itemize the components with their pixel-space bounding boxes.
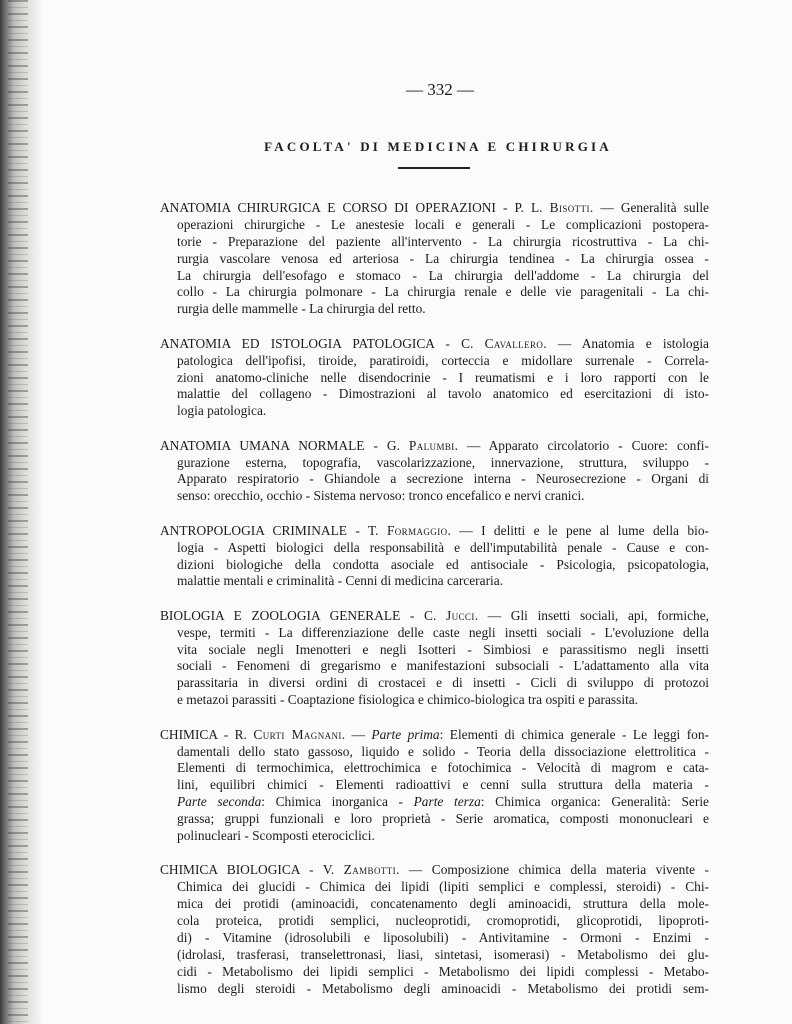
text-line (160, 760, 709, 777)
text-segment: mica dei protidi (aminoacidi, concatenamento degli aminoacidi, struttura della mole- (177, 896, 709, 912)
text-line (160, 336, 709, 353)
text-segment: ANTROPOLOGIA CRIMINALE - T. (160, 522, 387, 538)
text-segment: operazioni chirurgiche - Le anestesie locali e generali - Le complicazioni postopera- (177, 216, 709, 232)
text-line (160, 471, 709, 488)
text-segment: damentali dello stato gassoso, liquido e solido - Teoria della dissociazione elettrolitica - (177, 743, 709, 759)
professor-name: Jucci (446, 607, 475, 623)
course-entry (160, 608, 709, 709)
text-segment: e metazoi parassiti - Coaptazione fisiologica e chimico-biologica tra ospiti e parassita. (177, 692, 639, 708)
text-segment: lini, equilibri chimici - Elementi radioattivi e cenni sulla struttura della materia - (177, 777, 709, 793)
text-line (160, 557, 709, 574)
text-segment: BIOLOGIA E ZOOLOGIA GENERALE - C. (160, 607, 446, 623)
text-segment: . — Generalità sulle (589, 200, 709, 215)
text-segment: . — Gli insetti sociali, api, formiche, (474, 607, 709, 623)
text-line (160, 692, 709, 709)
text-segment: Elementi di termochimica, elettrochimica e fotochimica - Velocità di magrom e cata- (177, 760, 709, 776)
text-segment: . — Apparato circolatorio - Cuore: confi- (454, 437, 709, 453)
text-segment: ANATOMIA UMANA NORMALE - G. (160, 437, 409, 453)
text-line (160, 727, 709, 744)
text-segment: collo - La chirurgia polmonare - La chirurgia renale e delle vie paragenitali - La chi- (177, 284, 709, 300)
text-segment: vespe, termiti - La differenziazione delle caste negli insetti sociali - L'evoluzione della (177, 624, 709, 640)
text-segment: sociali - Fenomeni di gregarismo e manifestazioni subsociali - L'adattamento alla vita (177, 658, 709, 674)
text-line (160, 370, 709, 387)
text-line (160, 896, 709, 913)
section-label: Parte terza (413, 794, 481, 810)
text-segment: logia - Aspetti biologici della responsabilità e dell'imputabilità penale - Cause e con- (177, 539, 709, 555)
text-line (160, 794, 709, 811)
course-entry (160, 862, 709, 997)
course-entry (160, 438, 709, 506)
text-segment: Apparato respiratorio - Ghiandole a secrezione interna - Neurosecrezione - Organi di (177, 471, 709, 487)
text-segment: ANATOMIA ED ISTOLOGIA PATOLOGICA - C. (160, 335, 485, 351)
text-line (160, 353, 709, 370)
text-line (160, 217, 709, 234)
text-segment: cola proteica, protidi semplici, nucleoprotidi, cromoprotidi, glicoprotidi, lipoproti- (177, 913, 709, 929)
text-segment: di) - Vitamine (idrosolubili e liposolubili) - Antivitamine - Ormoni - Enzimi - (177, 929, 709, 945)
course-entry (160, 523, 709, 591)
text-line (160, 981, 709, 998)
text-segment: senso: orecchio, occhio - Sistema nervoso: tronco encefalico e nervi cranici. (177, 488, 585, 504)
text-segment: . — I delitti e le pene al lume della bio- (447, 522, 709, 538)
text-line (160, 675, 709, 692)
text-segment: La chirurgia dell'esofago e stomaco - La chirurgia dell'addome - La chirurgia del (177, 267, 709, 283)
text-segment: grassa; gruppi funzionali e loro proprietà - Serie aromatica, composti mononucleari e (177, 811, 709, 827)
course-list (160, 200, 709, 1015)
text-segment: cidi - Metabolismo dei lipidi semplici - Metabolismo dei lipidi complessi - Metabo- (177, 963, 709, 979)
professor-name: Bisotti (549, 200, 590, 215)
text-segment: ANATOMIA CHIRURGICA E CORSO DI OPERAZIONI - P. L. (160, 200, 550, 215)
text-segment: polinucleari - Scomposti eterociclici. (177, 828, 375, 843)
text-line (160, 540, 709, 557)
text-line (160, 438, 709, 455)
text-line (160, 608, 709, 625)
text-line (160, 744, 709, 761)
text-segment: torie - Preparazione del paziente all'intervento - La chirurgia ricostruttiva - La chi- (177, 233, 709, 249)
text-line (160, 930, 709, 947)
text-line (160, 658, 709, 675)
course-entry (160, 200, 709, 318)
text-segment: rurgia delle mammelle - La chirurgia del retto. (177, 301, 426, 317)
text-segment: malattie mentali e criminalità - Cenni di medicina carceraria. (177, 573, 504, 589)
text-line (160, 828, 709, 845)
text-segment: gurazione esterna, topografia, vascolarizzazione, innervazione, struttura, sviluppo - (177, 454, 709, 470)
text-line (160, 879, 709, 896)
text-segment: CHIMICA - R. (160, 726, 254, 742)
text-segment: Chimica dei glucidi - Chimica dei lipidi (lipiti semplici e complessi, steroidi) - Chi- (177, 879, 709, 895)
text-line (160, 913, 709, 930)
text-line (160, 777, 709, 794)
text-line (160, 488, 709, 505)
course-entry (160, 727, 709, 845)
text-line (160, 625, 709, 642)
text-segment: dizioni biologiche della condotta asociale ed antisociale - Psicologia, psicopatologia, (177, 556, 709, 572)
text-line (160, 862, 709, 879)
text-segment: zioni anatomo-cliniche nelle disendocrinie - I reumatismi e i loro rapporti con le (177, 369, 709, 385)
text-segment: . — Composizione chimica della materia vivente - (396, 862, 709, 878)
professor-name: Curti Magnani (253, 726, 342, 742)
text-line (160, 947, 709, 964)
professor-name: Palumbi (408, 437, 455, 453)
scan-binding-edge (0, 0, 44, 1024)
text-line (160, 523, 709, 540)
text-line (160, 455, 709, 472)
text-line (160, 964, 709, 981)
text-segment: patologica dell'ipofisi, tiroide, paratiroidi, corteccia e midollare surrenale - Correla- (177, 352, 709, 368)
text-line (160, 403, 709, 420)
text-segment: malattie del collageno - Dimostrazioni al tavolo anatomico ed esercitazioni di isto- (177, 386, 709, 402)
professor-name: Cavallero (484, 335, 544, 351)
professor-name: Zambotti (343, 862, 397, 878)
text-segment: : Chimica organica: Generalità: Serie (480, 794, 709, 810)
text-segment: . — Anatomia e istologia (543, 335, 709, 351)
text-segment: : Elementi di chimica generale - Le leggi fon- (439, 726, 709, 742)
course-entry (160, 336, 709, 420)
section-label: Parte prima (371, 726, 440, 742)
text-line (160, 811, 709, 828)
text-line (160, 301, 709, 318)
text-segment: parassitaria in diversi ordini di crostacei e di insetti - Cicli di sviluppo di protozoi (177, 675, 709, 691)
text-segment: lismo degli steroidi - Metabolismo degli aminoacidi - Metabolismo dei protidi sem- (177, 980, 709, 996)
text-segment: logia patologica. (177, 403, 267, 419)
text-line (160, 573, 709, 590)
text-segment: (idrolasi, trasferasi, transelettronasi, liasi, sintetasi, isomerasi) - Metabolismo dei glu- (177, 946, 709, 962)
text-segment: CHIMICA BIOLOGICA - V. (160, 862, 344, 878)
heading-rule (398, 167, 470, 169)
text-line (160, 284, 709, 301)
text-line (160, 386, 709, 403)
professor-name: Formaggio (386, 522, 448, 538)
text-line (160, 268, 709, 285)
text-line (160, 234, 709, 251)
text-line (160, 200, 709, 217)
text-segment: vita sociale negli Imenotteri e negli Isotteri - Simbiosi e parassitismo negli insetti (177, 641, 709, 657)
text-segment: : Chimica inorganica - (261, 794, 414, 810)
text-line (160, 251, 709, 268)
text-segment: rurgia vascolare venosa ed arteriosa - La chirurgia tendinea - La chirurgia ossea - (177, 250, 709, 266)
section-label: Parte seconda (177, 794, 262, 810)
page-heading: FACOLTA' DI MEDICINA E CHIRURGIA (264, 139, 612, 154)
page-number: — 332 — (406, 80, 474, 99)
text-segment: . — (341, 726, 372, 742)
text-line (160, 642, 709, 659)
